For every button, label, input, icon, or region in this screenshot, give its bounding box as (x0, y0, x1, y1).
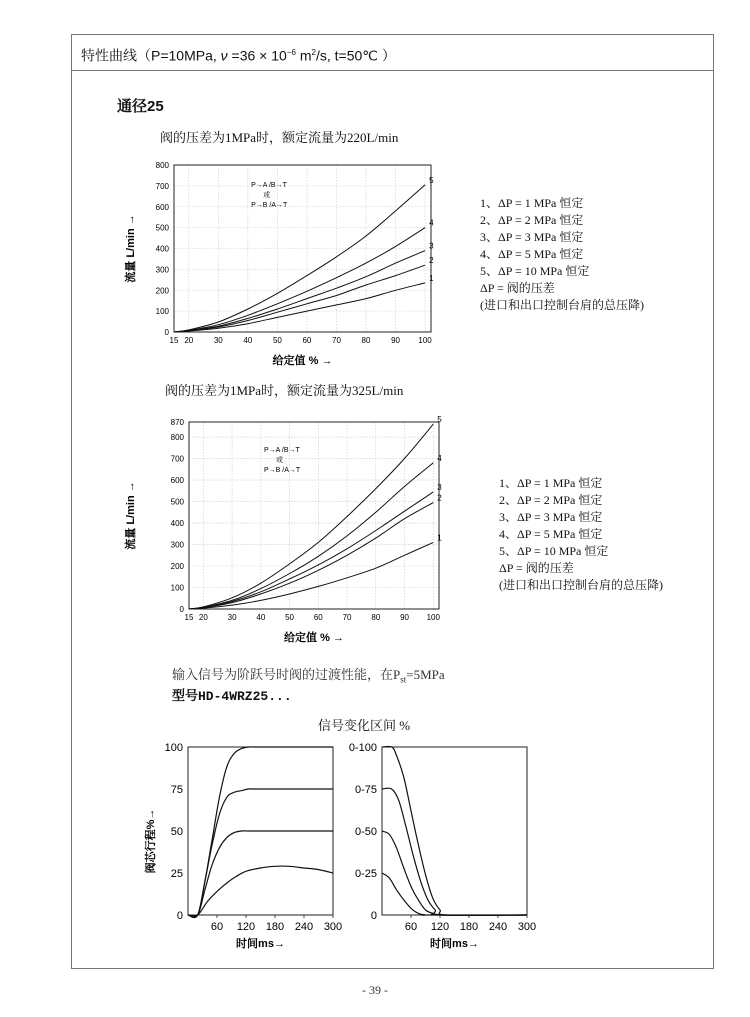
direction-annotation: 或 (263, 192, 271, 199)
direction-annotation: P→A /B→T (264, 447, 300, 454)
y-tick-label: 800 (170, 433, 184, 443)
plot-frame (382, 747, 527, 915)
x-tick-label: 20 (184, 336, 194, 345)
curve-label-1: 1 (437, 533, 442, 543)
y-tick-label: 0-75 (354, 784, 377, 796)
x-axis-label: 给定值 % → (272, 355, 333, 367)
header-suffix: /s, t=50℃ ） (315, 47, 396, 64)
header-mid2: m (295, 47, 312, 64)
y-tick-label: 500 (170, 497, 184, 507)
flow-curve-2 (174, 265, 425, 332)
x-tick-label: 100 (418, 336, 432, 345)
x-tick-label: 300 (517, 921, 537, 933)
curve-label-4: 4 (429, 218, 434, 228)
flow-chart-325 (122, 412, 452, 652)
legend-block-2 (499, 475, 663, 594)
step-chart-title: 信号变化区间 % (318, 718, 411, 733)
y-tick-label: 500 (155, 223, 169, 233)
step-note (172, 664, 445, 685)
model-label: 型号HD-4WRZ25... (172, 689, 292, 704)
header-nu: ν (220, 47, 228, 64)
x-axis-label: 给定值 % → (284, 632, 344, 644)
x-tick-label: 70 (332, 336, 341, 345)
x-tick-label: 240 (488, 921, 508, 933)
curve-label-3: 3 (429, 241, 434, 251)
x-tick-label: 90 (400, 613, 409, 622)
y-tick-label: 100 (164, 742, 183, 754)
curve-label-2: 2 (437, 493, 442, 503)
y-tick-label: 200 (170, 562, 184, 572)
legend-block-1 (480, 195, 644, 314)
y-tick-label: 0 (179, 605, 184, 614)
legend-item-2: 2、ΔP = 2 MPa 恒定 (480, 213, 584, 227)
direction-annotation: P→B /A→T (264, 467, 301, 474)
x-tick-label: 60 (313, 613, 323, 622)
flow-curve-4 (189, 463, 433, 609)
step-curve-0-50 (382, 831, 527, 915)
curve-label-5: 5 (429, 175, 434, 185)
flow-curve-3 (189, 492, 433, 609)
y-axis-label: 流量 L/min → (125, 214, 137, 283)
y-tick-label: 75 (170, 784, 183, 796)
curve-label-3: 3 (437, 482, 442, 492)
x-tick-label: 30 (227, 613, 237, 622)
y-tick-label: 100 (155, 307, 169, 317)
x-tick-label: 60 (404, 921, 418, 933)
x-axis-label: 时间ms→ (236, 938, 285, 950)
y-axis-label: 阀芯行程%→ (145, 808, 157, 874)
legend-delta-def: ΔP = 阀的压差 (480, 281, 555, 295)
x-tick-label: 50 (272, 336, 282, 345)
legend-item-4: 4、ΔP = 5 MPa 恒定 (480, 247, 584, 261)
x-tick-label: 40 (243, 336, 253, 345)
legend-delta-note: (进口和出口控制台肩的总压降) (499, 578, 663, 592)
step-note-sub: st (400, 674, 407, 685)
header-prefix: 特性曲线（P=10MPa, (81, 47, 221, 64)
x-tick-label: 180 (459, 921, 479, 933)
curve-label-1: 1 (429, 273, 434, 283)
y-tick-label: 300 (170, 540, 184, 550)
x-tick-label: 70 (342, 613, 352, 622)
y-tick-label: 800 (155, 161, 169, 170)
step-curve-0-75 (382, 788, 527, 915)
x-tick-label: 20 (198, 613, 208, 622)
curve-label-5: 5 (437, 415, 442, 425)
y-tick-label: 400 (170, 519, 184, 529)
curve-label-4: 4 (437, 453, 442, 463)
x-tick-label: 240 (294, 921, 314, 933)
legend-item-3: 3、ΔP = 3 MPa 恒定 (499, 510, 603, 524)
characteristic-header (72, 35, 713, 71)
x-tick-label: 300 (323, 921, 343, 933)
x-tick-label: 50 (285, 613, 295, 622)
y-tick-label: 0-50 (354, 826, 377, 838)
x-tick-label: 40 (256, 613, 266, 622)
legend-delta-def: ΔP = 阀的压差 (499, 561, 574, 575)
legend-delta-note: (进口和出口控制台肩的总压降) (480, 298, 644, 312)
flow-curve-1 (189, 542, 433, 609)
y-tick-label: 600 (155, 202, 169, 212)
step-response-closing (340, 735, 540, 960)
direction-annotation: P→B /A→T (251, 202, 288, 209)
x-tick-label: 120 (236, 921, 256, 933)
legend-item-1: 1、ΔP = 1 MPa 恒定 (480, 196, 584, 210)
y-tick-label: 50 (170, 826, 183, 838)
header-exp1: −6 (286, 48, 296, 57)
x-tick-label: 30 (213, 336, 223, 345)
y-tick-label: 870 (170, 418, 184, 427)
y-tick-label: 300 (155, 265, 169, 275)
step-curve-0-100 (382, 746, 527, 915)
step-curve-0-50 (188, 831, 333, 917)
header-mid1: =36 × 10 (227, 47, 287, 64)
plot-frame (189, 422, 439, 609)
flow-chart-220 (122, 155, 442, 370)
step-curve-0-25 (382, 873, 527, 915)
y-tick-label: 100 (170, 583, 184, 593)
y-tick-label: 0 (176, 910, 183, 922)
x-axis-label: 时间ms→ (430, 938, 479, 950)
x-tick-label: 100 (426, 613, 440, 622)
section-title: 通径25 (117, 98, 164, 115)
y-tick-label: 0-25 (354, 868, 377, 880)
direction-annotation: 或 (276, 457, 283, 464)
x-tick-label: 15 (169, 336, 179, 345)
step-note-end: =5MPa (406, 667, 445, 682)
step-note-text: 输入信号为阶跃号时阀的过渡性能，在P (172, 667, 401, 682)
y-tick-label: 0 (370, 910, 377, 922)
y-tick-label: 0-100 (348, 742, 377, 754)
legend-item-2: 2、ΔP = 2 MPa 恒定 (499, 493, 603, 507)
x-tick-label: 80 (361, 336, 371, 345)
legend-item-3: 3、ΔP = 3 MPa 恒定 (480, 230, 584, 244)
x-tick-label: 15 (184, 613, 194, 622)
chart1-note: 阀的压差为1MPa时，额定流量为220L/min (160, 130, 399, 145)
flow-curve-3 (174, 251, 425, 332)
legend-item-5: 5、ΔP = 10 MPa 恒定 (480, 264, 590, 278)
legend-item-1: 1、ΔP = 1 MPa 恒定 (499, 476, 603, 490)
step-response-opening (140, 735, 345, 960)
y-tick-label: 0 (164, 328, 169, 337)
x-tick-label: 90 (391, 336, 401, 345)
direction-annotation: P→A /B→T (251, 182, 287, 189)
x-tick-label: 60 (210, 921, 224, 933)
y-tick-label: 700 (155, 181, 169, 191)
x-tick-label: 80 (371, 613, 381, 622)
legend-item-5: 5、ΔP = 10 MPa 恒定 (499, 544, 609, 558)
y-tick-label: 25 (170, 868, 183, 880)
header-exp2: 2 (311, 48, 316, 57)
step-curve-0-100 (188, 747, 333, 918)
y-tick-label: 700 (170, 454, 184, 464)
y-tick-label: 600 (170, 476, 184, 486)
x-tick-label: 180 (265, 921, 285, 933)
chart2-note: 阀的压差为1MPa时，额定流量为325L/min (165, 383, 404, 398)
x-tick-label: 60 (302, 336, 312, 345)
x-tick-label: 120 (430, 921, 450, 933)
y-tick-label: 200 (155, 286, 169, 296)
page-number: - 39 - (362, 983, 388, 997)
legend-item-4: 4、ΔP = 5 MPa 恒定 (499, 527, 603, 541)
y-axis-label: 流量 L/min → (125, 481, 137, 550)
curve-label-2: 2 (429, 256, 434, 266)
y-tick-label: 400 (155, 244, 169, 254)
flow-curve-2 (189, 503, 433, 609)
